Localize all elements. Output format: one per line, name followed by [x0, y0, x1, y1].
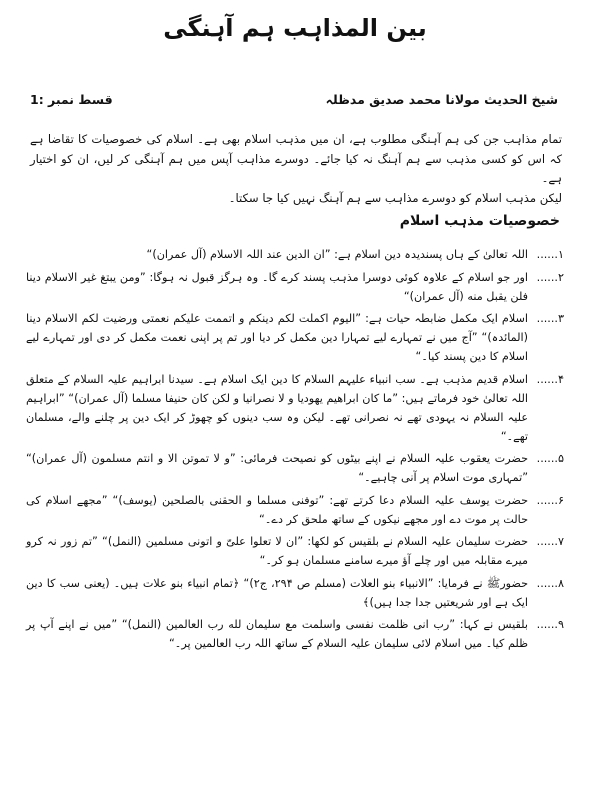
- item-text: اور جو اسلام کے علاوہ کوئی دوسرا مذہب پسند کرے گا۔ وہ ہرگز قبول نہ ہوگا: ”ومن یبتغ غیر الاسلام دینا فلن یقبل منه (آل عمران)“: [26, 270, 528, 303]
- intro-paragraph: [30, 130, 562, 208]
- item-text: حضرت یعقوب علیہ السلام نے اپنے بیٹوں کو نصیحت فرمائی: ”و لا تموتن الا و انتم مسلمون (آل عمران)“ ”تمہاری موت اسلام پر آنی چاہیے۔“: [26, 452, 528, 484]
- section-heading: خصوصیات مذہب اسلام: [399, 213, 560, 229]
- article-title: بین المذاہب ہم آہنگی: [163, 14, 427, 42]
- list-item: [26, 615, 564, 653]
- intro-line: تمام مذاہب جن کی ہم آہنگی مطلوب ہے، ان میں مذہب اسلام بھی ہے۔ اسلام کی خصوصیات کا تقاضا ہے کہ اس کو کسی مذہب سے ہم آہنگ نہ کیا جائے۔ دوسرے مذاہب آپس میں ہم آہنگی کر لیں، ان کو اختیار ہے۔: [30, 132, 562, 185]
- item-number: ۶......: [536, 493, 564, 507]
- item-text: حضرت یوسف علیہ السلام دعا کرتے تھے: ”توفنی مسلما و الحقنی بالصلحین (یوسف)“ ”مجھے اسلام کی حالت پر موت دے اور مجھے نیکوں کے ساتھ ملحق کر دے۔“: [26, 493, 528, 526]
- item-number: ۲......: [536, 270, 564, 284]
- item-text: حضرت سلیمان علیہ السلام نے بلقیس کو لکھا: ”ان لا تعلوا علیّ و اتونی مسلمین (النمل)“ ”تم زور نہ کرو میرے مقابلہ میں اور چلے آؤ میرے سامنے مسلمان ہو کر۔“: [26, 535, 528, 567]
- list-item: [26, 449, 564, 487]
- item-number: ۱......: [536, 248, 564, 261]
- item-number: ۴......: [536, 372, 564, 386]
- item-number: ۳......: [536, 312, 564, 325]
- list-item: [26, 370, 564, 446]
- list-item: [26, 245, 564, 264]
- list-item: [26, 532, 564, 570]
- item-number: ۷......: [536, 535, 564, 548]
- item-text: اللہ تعالیٰ کے ہاں پسندیدہ دین اسلام ہے: ”ان الدین عند اللہ الاسلام (آل عمران)“: [146, 248, 528, 261]
- list-item: [26, 309, 564, 366]
- item-text: اسلام ایک مکمل ضابطہ حیات ہے: ”الیوم اکملت لکم دینکم و اتممت علیکم نعمتی ورضیت لکم الاسلام دینا (المائدہ)“ ”آج میں نے تمہارے لیے تمہارا دین مکمل کر دیا اور تم پر اپنی نعمت مکمل کر دی اور تمہارے لیے اسلام کا دین پسند کیا۔“: [26, 312, 528, 363]
- episode-number: قسط نمبر :1: [30, 92, 113, 107]
- list-item: [26, 574, 564, 612]
- intro-line: لیکن مذہب اسلام کو دوسرے مذاہب سے ہم آہنگ نہیں کیا جا سکتا۔: [228, 190, 562, 205]
- item-text: اسلام قدیم مذہب ہے۔ سب انبیاء علیہم السلام کا دین ایک اسلام ہے۔ سیدنا ابراہیم علیہ السلام کے متعلق اللہ تعالیٰ خود فرماتے ہیں: ”ما کان ابراهیم یهودیا و لا نصرانیا و لکن کان حنیفا مسلما (آل عمران)“ ”ابراہیم علیہ السلام نہ یہودی تھے نہ نصرانی تھے۔ لیکن وہ سب دینوں کو چھوڑ کر ایک دین پر چلنے والے، مسلمان تھے۔“: [26, 372, 528, 443]
- features-list: [26, 245, 564, 657]
- item-text: حضورﷺ نے فرمایا: ”الانبیاء بنو العلات (مسلم ص ۲۹۴، ج۲)“ ﴿تمام انبیاء بنو علات ہیں۔ (یعنی سب کا دین ایک ہے اور شریعتیں جدا جدا ہیں)﴾: [26, 576, 529, 609]
- item-number: ۸......: [536, 576, 564, 590]
- list-item: [26, 268, 564, 306]
- list-item: [26, 491, 564, 529]
- author-line: شیخ الحدیث مولانا محمد صدیق مدظلہ: [325, 92, 558, 107]
- item-text: بلقیس نے کہا: ”رب انی ظلمت نفسی واسلمت مع سلیمان لله رب العالمین (النمل)“ ”میں نے اپنے آپ پر ظلم کیا۔ میں اسلام لائی سلیمان علیہ السلام کے ساتھ اللہ رب العالمین پر۔“: [26, 618, 528, 650]
- item-number: ۵......: [536, 452, 564, 465]
- item-number: ۹......: [536, 618, 564, 631]
